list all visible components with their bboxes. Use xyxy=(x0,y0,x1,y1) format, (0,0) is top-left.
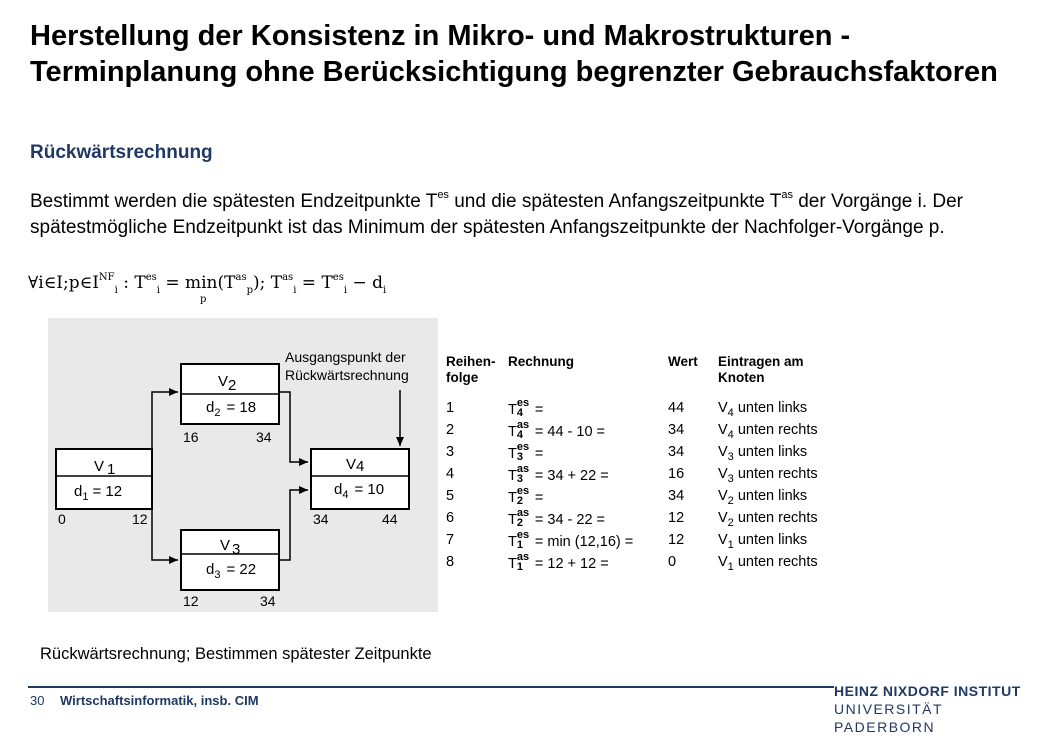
row-step: 7 xyxy=(446,532,455,548)
row-supsub xyxy=(517,552,531,572)
row-sub: 3 xyxy=(516,473,523,485)
row-v-index: 3 xyxy=(727,473,734,485)
row-sup: as xyxy=(516,507,530,519)
formula-i-1: i xyxy=(156,285,160,296)
body-text-2: und die spätesten Anfangszeitpunkte T xyxy=(448,191,782,212)
row-v-index: 3 xyxy=(727,451,734,463)
formula-min-sub: p xyxy=(200,294,207,305)
annotation-line-2: Rückwärtsrechnung xyxy=(285,367,409,383)
row-pos: unten rechts xyxy=(737,510,818,526)
v4-dur-label: d xyxy=(334,481,343,498)
row-V: V xyxy=(718,466,728,482)
row-enter xyxy=(718,422,818,441)
v2-dur-label: d xyxy=(206,399,215,416)
v3-dur-value: = 22 xyxy=(226,561,257,578)
node-v3 xyxy=(181,530,279,609)
row-sup: es xyxy=(516,397,530,409)
network-diagram-svg xyxy=(48,318,438,612)
row-sub: 3 xyxy=(516,451,523,463)
row-pos: unten links xyxy=(737,488,808,504)
node-v4 xyxy=(311,449,409,527)
row-calc xyxy=(508,485,544,508)
row-T: T xyxy=(508,445,517,462)
row-calc xyxy=(508,551,609,574)
logo-line-1: HEINZ NIXDORF INSTITUT xyxy=(834,683,1021,699)
row-expr: = xyxy=(534,401,544,418)
table-row xyxy=(446,529,866,554)
row-V: V xyxy=(718,422,728,438)
table-row xyxy=(446,485,866,510)
row-calc xyxy=(508,529,634,552)
formula-es-1: es xyxy=(145,272,157,283)
row-v-index: 1 xyxy=(727,539,734,551)
row-V: V xyxy=(718,510,728,526)
row-pos: unten rechts xyxy=(737,466,818,482)
figure-caption: Rückwärtsrechnung; Bestimmen spätester Zeitpunkte xyxy=(40,645,432,663)
formula-nf-sup: NF xyxy=(98,272,115,283)
row-calc xyxy=(508,441,544,464)
row-v-index: 2 xyxy=(727,495,734,507)
formula-i-4: i xyxy=(382,285,387,296)
row-expr: = min (12,16) = xyxy=(534,533,634,550)
row-v-index: 2 xyxy=(727,517,734,529)
footer-divider xyxy=(28,686,834,688)
formula-eq: = T xyxy=(296,273,333,293)
row-step: 4 xyxy=(446,466,455,482)
row-value: 34 xyxy=(668,422,685,438)
row-T: T xyxy=(508,401,517,418)
row-sub: 4 xyxy=(516,407,523,419)
row-step: 2 xyxy=(446,422,455,438)
formula-i-2: i xyxy=(293,285,297,296)
formula xyxy=(28,272,387,305)
v1-left-time: 0 xyxy=(58,511,66,527)
table-row xyxy=(446,463,866,488)
v1-name: V xyxy=(94,458,105,475)
edge-v1-v3 xyxy=(152,510,178,560)
row-sub: 4 xyxy=(516,429,523,441)
table-row xyxy=(446,507,866,532)
v1-right-time: 12 xyxy=(132,511,148,527)
row-pos: unten links xyxy=(737,444,808,460)
body-sup-es: es xyxy=(437,189,449,201)
row-calc xyxy=(508,463,609,486)
row-enter xyxy=(718,444,807,463)
table-row xyxy=(446,551,866,576)
page-number: 30 xyxy=(30,693,45,708)
row-supsub xyxy=(517,486,531,506)
table-row xyxy=(446,419,866,444)
row-expr: = 34 + 22 = xyxy=(534,467,609,484)
row-T: T xyxy=(508,467,517,484)
row-expr: = xyxy=(534,489,544,506)
v2-index: 2 xyxy=(228,377,237,394)
table-header xyxy=(446,354,866,385)
body-sup-as: as xyxy=(781,189,793,201)
table-row xyxy=(446,397,866,422)
v2-dur-index: 2 xyxy=(214,407,221,419)
formula-as-1: as xyxy=(235,272,247,283)
row-sub: 2 xyxy=(516,495,523,507)
row-enter xyxy=(718,510,818,529)
row-value: 34 xyxy=(668,444,685,460)
edge-v2-v4 xyxy=(280,392,308,462)
v4-index: 4 xyxy=(356,458,365,475)
row-pos: unten links xyxy=(737,532,808,548)
v3-name: V xyxy=(220,537,231,554)
row-sub: 1 xyxy=(516,561,523,573)
row-sup: as xyxy=(516,463,530,475)
v3-dur-index: 3 xyxy=(214,569,221,581)
row-supsub xyxy=(517,464,531,484)
row-value: 44 xyxy=(668,400,685,416)
annotation-line-1: Ausgangspunkt der xyxy=(285,349,406,365)
row-enter xyxy=(718,488,807,507)
row-V: V xyxy=(718,400,728,416)
row-pos: unten rechts xyxy=(737,422,818,438)
institute-logo xyxy=(834,682,1024,736)
v2-left-time: 16 xyxy=(183,429,199,445)
row-sup: as xyxy=(516,551,530,563)
row-supsub xyxy=(517,420,531,440)
v2-name: V xyxy=(218,373,229,390)
row-value: 34 xyxy=(668,488,685,504)
row-V: V xyxy=(718,488,728,504)
page-title: Herstellung der Konsistenz in Mikro- und Makrostrukturen - Terminplanung ohne Berücksichtigung begrenzter Gebrauchsfaktoren xyxy=(30,20,998,88)
formula-nf-sub: i xyxy=(114,285,118,296)
row-pos: unten rechts xyxy=(737,554,818,570)
v2-dur-value: = 18 xyxy=(226,399,257,416)
row-calc xyxy=(508,507,606,530)
node-v2 xyxy=(181,364,279,445)
row-V: V xyxy=(718,532,728,548)
row-v-index: 1 xyxy=(727,561,734,573)
row-enter xyxy=(718,532,807,551)
body-paragraph xyxy=(30,182,1020,241)
row-value: 0 xyxy=(668,554,677,570)
calculation-table xyxy=(446,354,866,576)
row-enter xyxy=(718,554,818,573)
header-calc: Rechnung xyxy=(508,354,574,369)
row-step: 8 xyxy=(446,554,455,570)
v4-right-time: 44 xyxy=(382,511,398,527)
svg-text:V4 xyxy=(346,456,364,475)
row-sup: es xyxy=(516,485,530,497)
row-supsub xyxy=(517,530,531,550)
row-pos: unten links xyxy=(737,400,808,416)
row-supsub xyxy=(517,398,531,418)
row-T: T xyxy=(508,511,517,528)
formula-minus-d: − d xyxy=(347,273,383,293)
section-subtitle: Rückwärtsrechnung xyxy=(30,142,213,163)
header-value: Wert xyxy=(668,354,698,369)
header-enter: Eintragen am Knoten xyxy=(718,354,804,385)
row-value: 12 xyxy=(668,532,685,548)
row-step: 3 xyxy=(446,444,455,460)
v3-dur-label: d xyxy=(206,561,215,578)
row-supsub xyxy=(517,508,531,528)
row-T: T xyxy=(508,533,517,550)
row-expr: = xyxy=(534,445,544,462)
row-expr: = 34 - 22 = xyxy=(534,511,606,528)
v3-index: 3 xyxy=(232,541,241,558)
v1-dur-index: 1 xyxy=(82,491,89,503)
row-V: V xyxy=(718,554,728,570)
formula-part-b: ); T xyxy=(252,273,283,293)
row-expr: = 44 - 10 = xyxy=(534,423,606,440)
footer-text: Wirtschaftsinformatik, insb. CIM xyxy=(60,693,259,708)
formula-es-2: es xyxy=(332,272,344,283)
formula-forall: ∀i∈I;p∈I xyxy=(28,273,99,293)
row-sub: 2 xyxy=(516,517,523,529)
body-text-3: der Vorgänge i. Der spätestmögliche Endzeitpunkt ist das Minimum der spätesten Anfangszeitpunkte der Nachfolger-Vorgänge p. xyxy=(30,191,963,238)
row-step: 6 xyxy=(446,510,455,526)
row-v-index: 4 xyxy=(727,429,734,441)
row-step: 1 xyxy=(446,400,455,416)
header-step: Reihen- folge xyxy=(446,354,496,385)
row-supsub xyxy=(517,442,531,462)
row-T: T xyxy=(508,423,517,440)
row-enter xyxy=(718,466,818,485)
row-calc xyxy=(508,397,544,420)
row-step: 5 xyxy=(446,488,455,504)
row-value: 12 xyxy=(668,510,685,526)
row-sup: es xyxy=(516,441,530,453)
row-sup: es xyxy=(516,529,530,541)
formula-part-a: : T xyxy=(117,273,146,293)
row-enter xyxy=(718,400,807,419)
row-sup: as xyxy=(516,419,530,431)
v1-index: 1 xyxy=(107,461,116,478)
row-v-index: 4 xyxy=(727,407,734,419)
v1-dur-label: d xyxy=(74,483,83,500)
formula-p: p xyxy=(246,285,253,296)
node-v1 xyxy=(56,449,152,527)
logo-line-2: UNIVERSITÄT PADERBORN xyxy=(834,701,943,735)
network-diagram xyxy=(48,318,438,612)
row-expr: = 12 + 12 = xyxy=(534,555,609,572)
row-T: T xyxy=(508,555,517,572)
row-V: V xyxy=(718,444,728,460)
v1-dur-value: = 12 xyxy=(92,483,123,500)
formula-eq-min: = min(T xyxy=(159,273,236,293)
v4-dur-index: 4 xyxy=(342,489,349,501)
formula-i-3: i xyxy=(343,285,348,296)
row-sub: 1 xyxy=(516,539,523,551)
body-text-1: Bestimmt werden die spätesten Endzeitpunkte T xyxy=(30,191,438,212)
row-calc xyxy=(508,419,606,442)
v3-left-time: 12 xyxy=(183,593,199,609)
row-value: 16 xyxy=(668,466,685,482)
v3-right-time: 34 xyxy=(260,593,276,609)
v4-name: V xyxy=(346,456,357,473)
v2-right-time: 34 xyxy=(256,429,272,445)
row-T: T xyxy=(508,489,517,506)
v4-dur-value: = 10 xyxy=(354,481,385,498)
edge-v3-v4 xyxy=(280,490,308,560)
table-row xyxy=(446,441,866,466)
formula-as-2: as xyxy=(282,272,294,283)
edge-v1-v2 xyxy=(152,392,178,448)
v4-left-time: 34 xyxy=(313,511,329,527)
